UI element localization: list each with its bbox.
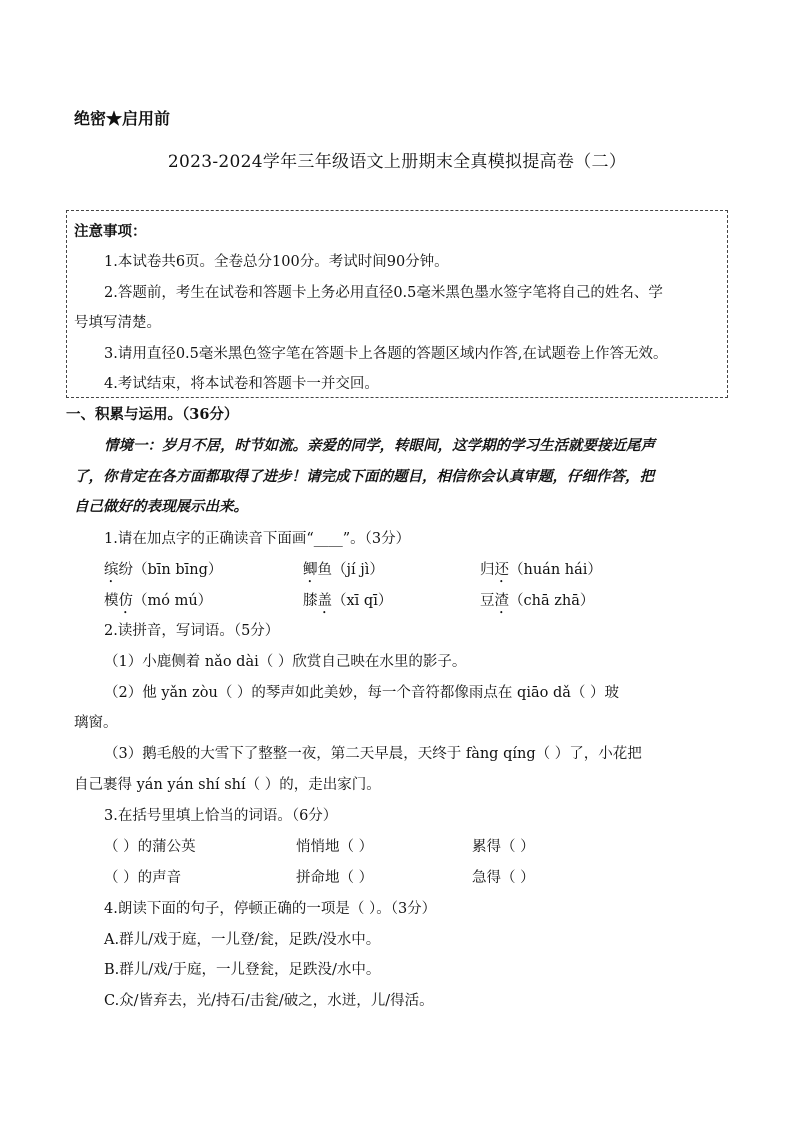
q2-sentence-2-cont: 璃窗。 [74,715,118,731]
q3-blank-r2c3: 急得（ ） [472,870,535,886]
q1-item-r2c1 [104,589,212,617]
dotted-char: 仿 [118,593,133,609]
q1-item-r1c3 [480,558,602,586]
dotted-char: 还 [494,562,509,578]
page-title: 2023-2024学年三年级语文上册期末全真模拟提高卷（二） [167,152,627,172]
secret-label: 绝密★启用前 [74,109,171,128]
q4-stem: 4.朗读下面的句子，停顿正确的一项是（ ）。（3分） [104,901,437,917]
q2-sentence-1: （1）小鹿侧着 nǎo dài（ ）欣赏自己映在水里的影子。 [104,654,467,670]
pinyin-options: 鱼（jí jì） [317,562,384,578]
notice-item-1: 1.本试卷共6页。全卷总分100分。考试时间90分钟。 [104,254,449,270]
q1-item-r1c1 [104,558,222,586]
notice-box [66,210,728,398]
q4-option-c: C.众/皆弃去，光/持石/击瓮/破之，水迸，儿/得活。 [104,993,434,1009]
q3-stem: 3.在括号里填上恰当的词语。（6分） [104,808,338,824]
section-1-intro-line-1: 情境一：岁月不居，时节如流。亲爱的同学，转眼间，这学期的学习生活就要接近尾声 [104,437,655,454]
q1-item-r1c2 [303,558,384,586]
pinyin-options: （huán hái） [509,562,602,578]
notice-item-4: 4.考试结束，将本试卷和答题卡一并交回。 [104,376,379,392]
dotted-char: 盖 [317,593,332,609]
dotted-char: 缤 [104,562,119,578]
q2-sentence-3: （3）鹅毛般的大雪下了整整一夜，第二天早晨，天终于 fàng qíng（ ）了，小花把 [104,746,642,762]
q4-option-a: A.群儿/戏于庭，一儿登/瓮，足跌/没水中。 [104,932,381,948]
pinyin-options: （xī qī） [332,593,393,609]
pinyin-options: （mó mú） [133,593,213,609]
q3-blank-r1c2: 悄悄地（ ） [296,839,374,855]
q1-stem: 1.请在加点字的正确读音下面画“____”。（3分） [104,531,411,547]
notice-item-3: 3.请用直径0.5毫米黑色签字笔在答题卡上各题的答题区域内作答,在试题卷上作答无效。 [104,346,668,362]
dotted-char: 渣 [494,593,509,609]
q3-blank-r1c3: 累得（ ） [472,839,535,855]
plain-char: 模 [104,593,119,609]
q2-sentence-2: （2）他 yǎn zòu（ ）的琴声如此美妙，每一个音符都像雨点在 qiāo dǎ（ ）玻 [104,685,619,701]
notice-heading: 注意事项： [74,223,147,240]
plain-char: 归 [480,562,495,578]
section-1-heading: 一、积累与运用。（36分） [66,406,239,423]
pinyin-options: （chā zhā） [509,593,595,609]
q1-item-r2c2 [303,589,392,617]
q2-sentence-3-cont: 自己裹得 yán yán shí shí（ ）的，走出家门。 [74,777,381,793]
q3-blank-r2c2: 拼命地（ ） [296,870,374,886]
pinyin-options: 纷（bīn bīng） [118,562,223,578]
dotted-char: 鲫 [303,562,318,578]
plain-char: 豆 [480,593,495,609]
plain-char: 膝 [303,593,318,609]
q3-blank-r1c1: （ ）的蒲公英 [104,839,196,855]
notice-item-2: 2.答题前，考生在试卷和答题卡上务必用直径0.5毫米黑色墨水签字笔将自己的姓名、学 [104,285,663,301]
section-1-intro-line-3: 自己做好的表现展示出来。 [74,498,248,515]
q4-option-b: B.群儿/戏/于庭，一儿登瓮，足跌没/水中。 [104,962,381,978]
notice-item-2-cont: 号填写清楚。 [74,315,161,331]
q1-item-r2c3 [480,589,594,617]
q3-blank-r2c1: （ ）的声音 [104,870,182,886]
section-1-intro-line-2: 了，你肯定在各方面都取得了进步！请完成下面的题目，相信你会认真审题，仔细作答，把 [74,468,654,485]
q2-stem: 2.读拼音，写词语。（5分） [104,623,280,639]
